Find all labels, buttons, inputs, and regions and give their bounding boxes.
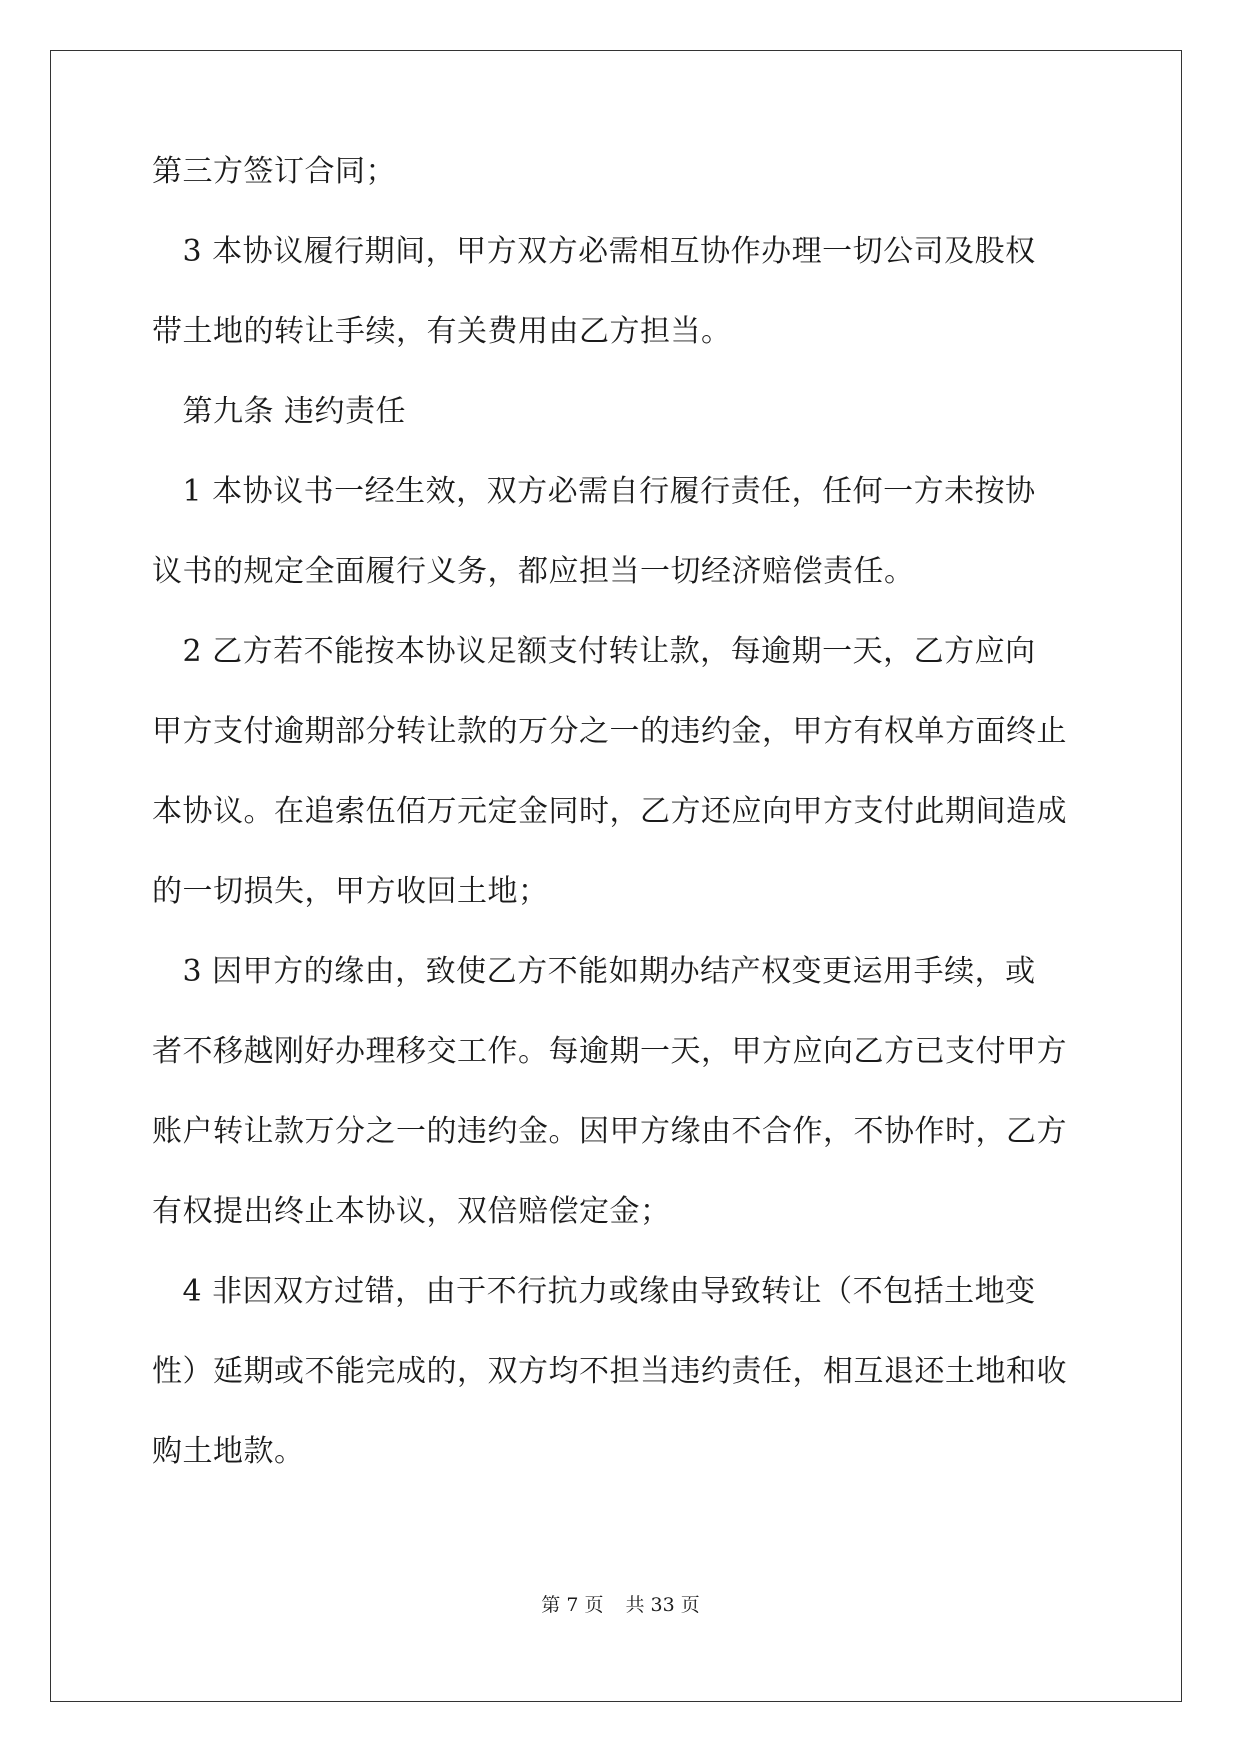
page-total: 共 33 页	[625, 1594, 700, 1616]
page-number: 第 7 页	[541, 1594, 604, 1616]
text-line: 性）延期或不能完成的，双方均不担当违约责任，相互退还土地和收	[152, 1354, 1067, 1389]
text-line: 者不移越刚好办理移交工作。每逾期一天，甲方应向乙方已支付甲方	[152, 1034, 1067, 1069]
text-line: 3 因甲方的缘由，致使乙方不能如期办结产权变更运用手续，或	[152, 954, 1036, 989]
text-line: 2 乙方若不能按本协议足额支付转让款，每逾期一天，乙方应向	[152, 634, 1036, 669]
text-line: 本协议。在追索伍佰万元定金同时，乙方还应向甲方支付此期间造成	[152, 794, 1067, 829]
text-line: 甲方支付逾期部分转让款的万分之一的违约金，甲方有权单方面终止	[152, 714, 1067, 749]
page-footer	[0, 1592, 1241, 1618]
text-line: 1 本协议书一经生效，双方必需自行履行责任，任何一方未按协	[152, 474, 1036, 509]
text-line: 的一切损失，甲方收回土地；	[152, 874, 549, 909]
section-heading: 第九条 违约责任	[152, 394, 407, 429]
text-line: 购土地款。	[152, 1434, 305, 1469]
text-line: 账户转让款万分之一的违约金。因甲方缘由不合作，不协作时，乙方	[152, 1114, 1067, 1149]
text-line: 第三方签订合同；	[152, 154, 396, 189]
text-line: 带土地的转让手续，有关费用由乙方担当。	[152, 314, 732, 349]
text-line: 4 非因双方过错，由于不行抗力或缘由导致转让（不包括土地变	[152, 1274, 1036, 1309]
text-line: 3 本协议履行期间，甲方双方必需相互协作办理一切公司及股权	[152, 234, 1036, 269]
text-line: 有权提出终止本协议，双倍赔偿定金；	[152, 1194, 671, 1229]
text-line: 议书的规定全面履行义务，都应担当一切经济赔偿责任。	[152, 554, 915, 589]
